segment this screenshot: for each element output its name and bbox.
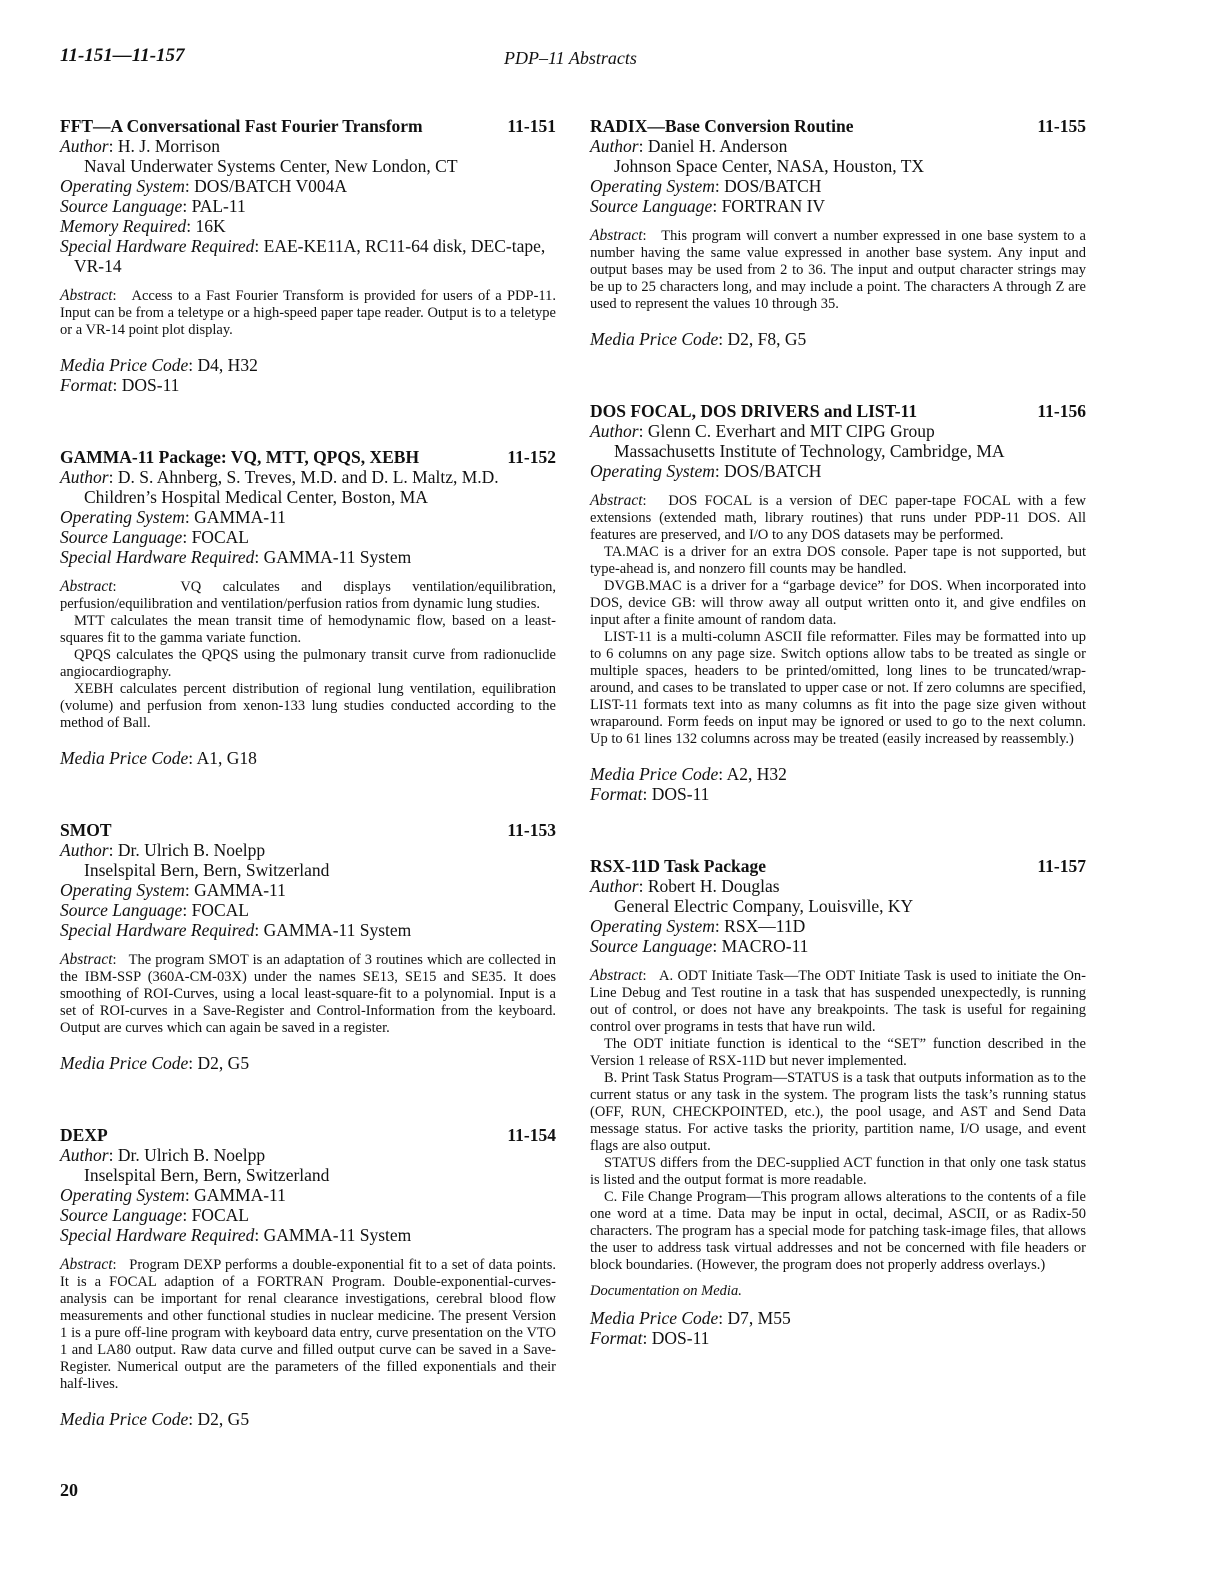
abstract: Abstract: DOS FOCAL is a version of DEC paper-tape FOCAL with a few extensions (extended math, library routines) that runs under PDP-11 DOS. All features are preserved, and I/O to any DOS datasets may be performed. TA.MAC is a driver for an extra DOS console. Paper tape is not supported, but type-ahead is, and nonzero fill counts may be handled. DVGB.MAC is a driver for a “garbage device” for DOS. When incorporated into DOS, device GB: will throw away all output written onto it, and give endfiles on input after a finite amount of random data. LIST-11 is a multi-column ASCII file reformatter. Files may be formatted into up to 6 columns on any page size. Switch options allow tabs to be treated as single or multiple spaces, headers to be printed/omitted, long lines to be truncated/wrap-around, and cases to be translated to upper case or not. If zero columns are specified, LIST-11 formats text into as many columns as fit into the page size given without wraparound. Form feeds on input may be ignored or used to go to the next column. Up to 61 lines 132 columns across may be treated (easily increased by reassembly.) [590,492,1086,747]
memory-line: Memory Required: 16K [60,216,226,236]
memory-value: 16K [195,216,226,236]
hardware-value: GAMMA-11 System [263,1225,412,1245]
os-value: GAMMA-11 [194,507,286,527]
page-number: 20 [60,1480,78,1500]
entry-number: 11-152 [507,447,556,467]
media-price-value: D2, G5 [197,1053,250,1073]
entry-11-157 [590,856,1086,1348]
author-line: Author: Glenn C. Everhart and MIT CIPG Group [590,421,935,441]
os-line: Operating System: RSX—11D [590,916,806,936]
abstract-paragraph: MTT calculates the mean transit time of hemodynamic flow, based on a least-squares fit to the gamma variate function. [60,613,556,646]
entry-title: DEXP [60,1125,108,1145]
media-price-line: Media Price Code: A2, H32 [590,764,787,784]
abstract: Abstract: The program SMOT is an adaptation of 3 routines which are collected in the IBM-SSP (360A-CM-03X) under the names SE13, SE15 and SE35. It does smoothing of ROI-Curves, using a local least-square-fit to a polynomial. Input is a set of ROI-curves in a Save-Register and Control-Information from the keyboard. Output are curves which can again be saved in a register. [60,951,556,1036]
media-price-line: Media Price Code: A1, G18 [60,748,257,768]
os-line: Operating System: GAMMA-11 [60,1185,286,1205]
author-line: Author: D. S. Ahnberg, S. Treves, M.D. and D. L. Maltz, M.D. [60,467,499,487]
hardware-line: Special Hardware Required: GAMMA-11 System [60,1225,412,1245]
entry-11-151 [60,116,556,395]
language-line: Source Language: FOCAL [60,900,249,920]
entry-title: RSX-11D Task Package [590,856,767,876]
abstract-paragraph: C. File Change Program—This program allows alterations to the contents of a file one word at a time. Data may be input in octal, decimal, ASCII, or as Radix-50 characters. The program has a special mode for patching task-image files, that allows the user to address task virtual addresses and not be concerned with file headers or block boundaries. (However, the program does not properly address overlays.) [590,1189,1086,1273]
abstract: Abstract: VQ calculates and displays ventilation/equilibration, perfusion/equilibration and ventilation/perfusion ratios from dynamic lung studies. MTT calculates the mean transit time of hemodynamic flow, based on a least-squares fit to the gamma variate function. QPQS calculates the QPQS using the pulmonary transit curve from radionuclide angiocardiography. XEBH calculates percent distribution of regional lung ventilation, equilibration (volume) and perfusion from xenon-133 lung studies conducted according to the method of Ball. [60,578,556,731]
author-line: Author: Dr. Ulrich B. Noelpp [60,1145,266,1165]
affiliation: Johnson Space Center, NASA, Houston, TX [614,156,925,176]
affiliation: Inselspital Bern, Bern, Switzerland [84,860,330,880]
entry-title: DOS FOCAL, DOS DRIVERS and LIST-11 [590,401,918,421]
entry-title-row [590,856,1086,876]
media-price-line: Media Price Code: D2, G5 [60,1053,250,1073]
language-value: FORTRAN IV [721,196,826,216]
author-line: Author: Daniel H. Anderson [590,136,788,156]
language-line: Source Language: MACRO-11 [590,936,809,956]
entry-title: RADIX—Base Conversion Routine [590,116,854,136]
format-value: DOS-11 [651,1328,710,1348]
right-column [590,116,1086,1400]
entry-number: 11-156 [1037,401,1086,421]
abstract: Abstract: A. ODT Initiate Task—The ODT Initiate Task is used to initiate the On-Line Debug and Test routine in a task that has suspended unexpectedly, is running out of control, or does not have any breakpoints. The task is useful for regaining control over programs in tests that have run wild. The ODT initiate function is identical to the “SET” function described in the Version 1 release of RSX-11D but never implemented. B. Print Task Status Program—STATUS is a task that outputs information as to the current status or any task in the system. The program lists the task’s running status (OFF, RUN, CHECKPOINTED, etc.), the pool usage, and AST and Send Data message status. For active tasks the priority, partition name, I/O usage, and event flags are also output. STATUS differs from the DEC-supplied ACT function in that only one task status is listed and the output format is more readable. C. File Change Program—This program allows alterations to the contents of a file one word at a time. Data may be input in octal, decimal, ASCII, or as Radix-50 characters. The program has a special mode for patching task-image files, that allows the user to address task virtual addresses and not be concerned with file headers or block boundaries. (However, the program does not properly address overlays.) [590,967,1086,1273]
hardware-value: EAE-KE11A, RC11-64 disk, DEC-tape, VR-14 [74,236,546,276]
os-line: Operating System: DOS/BATCH V004A [60,176,347,196]
media-price-value: D2, G5 [197,1409,250,1429]
author-line: Author: Robert H. Douglas [590,876,780,896]
os-line: Operating System: DOS/BATCH [590,461,822,481]
entry-number: 11-151 [507,116,556,136]
entry-title-row [60,447,556,467]
abstract-paragraph: Access to a Fast Fourier Transform is provided for users of a PDP-11. Input can be from a teletype or a high-speed paper tape reader. Output is to a teletype or a VR-14 point plot display. [60,288,556,338]
entry-title-row [590,116,1086,136]
media-price-value: A2, H32 [726,764,787,784]
page-header [60,45,1160,75]
entry-number: 11-157 [1037,856,1086,876]
format-value: DOS-11 [121,375,180,395]
page-range: 11-151—11-157 [60,45,185,66]
os-line: Operating System: DOS/BATCH [590,176,822,196]
language-line: Source Language: FOCAL [60,527,249,547]
abstract-paragraph: VQ calculates and displays ventilation/equilibration, perfusion/equilibration and ventilation/perfusion ratios from dynamic lung studies. [60,579,556,612]
entry-11-152 [60,447,556,768]
author-name: Glenn C. Everhart and MIT CIPG Group [647,421,935,441]
entry-11-153 [60,820,556,1073]
format-line: Format: DOS-11 [590,784,710,804]
affiliation: Inselspital Bern, Bern, Switzerland [84,1165,330,1185]
entry-title: GAMMA-11 Package: VQ, MTT, QPQS, XEBH [60,447,420,467]
entry-title: FFT—A Conversational Fast Fourier Transform [60,116,423,136]
author-name: Daniel H. Anderson [647,136,788,156]
abstract: Abstract: Program DEXP performs a double-exponential fit to a set of data points. It is a FOCAL adaption of a FORTRAN Program. Double-exponential-curves-analysis can be important for renal clearance investigations, cerebral blood flow measurements and other functional studies in nuclear medicine. The present Version 1 is a pure off-line program with keyboard data entry, curve presentation on the VTO 1 and LA80 output. Raw data curve and filled output curve can be saved in a Save-Register. Numerical output are the parameters of the filled exponentials and their half-lives. [60,1256,556,1392]
os-value: GAMMA-11 [194,1185,286,1205]
abstract-paragraph: The ODT initiate function is identical to the “SET” function described in the Version 1 release of RSX-11D but never implemented. [590,1036,1086,1069]
os-value: RSX—11D [724,916,806,936]
abstract-paragraph: QPQS calculates the QPQS using the pulmonary transit curve from radionuclide angiocardiography. [60,647,556,680]
entry-number: 11-155 [1037,116,1086,136]
hardware-value: GAMMA-11 System [263,547,412,567]
left-column [60,116,556,1481]
hardware-value: GAMMA-11 System [263,920,412,940]
hardware-line: Special Hardware Required: GAMMA-11 System [60,547,412,567]
author-line: Author: H. J. Morrison [60,136,220,156]
running-title: PDP–11 Abstracts [504,48,637,68]
language-value: FOCAL [191,527,249,547]
media-price-line: Media Price Code: D2, F8, G5 [590,329,807,349]
os-value: DOS/BATCH [724,176,822,196]
media-price-line: Media Price Code: D4, H32 [60,355,258,375]
entry-number: 11-154 [507,1125,556,1145]
entry-11-155 [590,116,1086,349]
abstract-paragraph: Program DEXP performs a double-exponential fit to a set of data points. It is a FOCAL adaption of a FORTRAN Program. Double-exponential-curves-analysis can be important for renal clearance investigations, cerebral blood flow measurements and other functional studies in nuclear medicine. The present Version 1 is a pure off-line program with keyboard data entry, curve presentation on the VTO 1 and LA80 output. Raw data curve and filled output curve can be saved in a Save-Register. Numerical output are the parameters of the filled exponentials and their half-lives. [60,1257,556,1392]
os-value: DOS/BATCH V004A [194,176,347,196]
hardware-line: Special Hardware Required: EAE-KE11A, RC11-64 disk, DEC-tape, VR-14 [60,236,546,276]
author-name: Dr. Ulrich B. Noelpp [117,840,266,860]
media-price-line: Media Price Code: D2, G5 [60,1409,250,1429]
language-line: Source Language: FORTRAN IV [590,196,826,216]
abstract-paragraph: DVGB.MAC is a driver for a “garbage device” for DOS. When incorporated into DOS, device GB: will throw away all output written onto it, and give endfiles on input after a finite amount of random data. [590,578,1086,628]
media-price-value: D7, M55 [727,1308,791,1328]
format-value: DOS-11 [651,784,710,804]
media-price-value: A1, G18 [196,748,257,768]
entry-title-row [60,1125,556,1145]
language-value: FOCAL [191,900,249,920]
format-line: Format: DOS-11 [590,1328,710,1348]
entry-title-row [60,116,556,136]
affiliation: Children’s Hospital Medical Center, Boston, MA [84,487,428,507]
author-name: Dr. Ulrich B. Noelpp [117,1145,266,1165]
entry-number: 11-153 [507,820,556,840]
affiliation: Naval Underwater Systems Center, New London, CT [84,156,458,176]
entry-title-row [60,820,556,840]
entry-11-156 [590,401,1086,804]
abstract-paragraph: STATUS differs from the DEC-supplied ACT function in that only one task status is listed and the output format is more readable. [590,1155,1086,1188]
author-name: Robert H. Douglas [647,876,780,896]
os-value: DOS/BATCH [724,461,822,481]
author-name: D. S. Ahnberg, S. Treves, M.D. and D. L. Maltz, M.D. [117,467,499,487]
language-line: Source Language: FOCAL [60,1205,249,1225]
media-price-value: D4, H32 [197,355,258,375]
language-value: PAL-11 [191,196,246,216]
os-value: GAMMA-11 [194,880,286,900]
documentation-note: Documentation on Media. [590,1283,742,1299]
abstract: Abstract: Access to a Fast Fourier Transform is provided for users of a PDP-11. Input can be from a teletype or a high-speed paper tape reader. Output is to a teletype or a VR-14 point plot display. [60,287,556,338]
author-line: Author: Dr. Ulrich B. Noelpp [60,840,266,860]
abstract: Abstract: This program will convert a number expressed in one base system to a number having the same value expressed in another base system. Any input and output bases may be used from 2 to 36. The input and output character strings may be up to 25 characters long, and may include a point. The characters A through Z are used to represent the values 10 through 35. [590,227,1086,312]
abstract-paragraph: XEBH calculates percent distribution of regional lung ventilation, equilibration (volume) and perfusion from xenon-133 lung studies conducted according to the method of Ball. [60,681,556,731]
os-line: Operating System: GAMMA-11 [60,507,286,527]
author-name: H. J. Morrison [117,136,220,156]
entry-title: SMOT [60,820,112,840]
affiliation: General Electric Company, Louisville, KY [614,896,914,916]
media-price-line: Media Price Code: D7, M55 [590,1308,791,1328]
abstract-paragraph: This program will convert a number expressed in one base system to a number having the same value expressed in another base system. Any input and output bases may be used from 2 to 36. The input and output character strings may be up to 25 characters long, and may include a point. The characters A through Z are used to represent the values 10 through 35. [590,228,1086,312]
abstract-paragraph: LIST-11 is a multi-column ASCII file reformatter. Files may be formatted into up to 6 columns on any page size. Switch options allow tabs to be treated as single or multiple spaces, headers to be printed/omitted, long lines to be truncated/wrap-around, and cases to be translated to upper case or not. If zero columns are specified, LIST-11 formats text into as many columns as fit into the page size given without wraparound. Form feeds on input may be ignored or used to go to the next column. Up to 61 lines 132 columns across may be treated (easily increased by reassembly.) [590,629,1086,747]
media-price-value: D2, F8, G5 [727,329,807,349]
entry-title-row [590,401,1086,421]
entry-11-154 [60,1125,556,1429]
format-line: Format: DOS-11 [60,375,180,395]
abstract-paragraph: A. ODT Initiate Task—The ODT Initiate Task is used to initiate the On-Line Debug and Test routine in a task that has suspended unexpectedly, is running out of control, or does not have any breakpoints. The task is useful for regaining control over programs in tests that have run wild. [590,968,1086,1035]
abstract-paragraph: TA.MAC is a driver for an extra DOS console. Paper tape is not supported, but type-ahead is, and nonzero fill counts may be handled. [590,544,1086,577]
hardware-line: Special Hardware Required: GAMMA-11 System [60,920,412,940]
abstract-paragraph: B. Print Task Status Program—STATUS is a task that outputs information as to the current status or any task in the system. The program lists the task’s running status (OFF, RUN, CHECKPOINTED, etc.), the pool usage, and AST and Send Data message status. For active tasks the priority, partition name, I/O usage, and event flags are also output. [590,1070,1086,1154]
abstract-paragraph: The program SMOT is an adaptation of 3 routines which are collected in the IBM-SSP (360A-CM-03X) under the names SE13, SE15 and SE35. It does smoothing of ROI-Curves, using a local least-square-fit to a polynomial. Input is a set of ROI-curves in a Save-Register and Control-Information from the keyboard. Output are curves which can again be saved in a register. [60,952,556,1036]
language-line: Source Language: PAL-11 [60,196,246,216]
language-value: FOCAL [191,1205,249,1225]
os-line: Operating System: GAMMA-11 [60,880,286,900]
affiliation: Massachusetts Institute of Technology, Cambridge, MA [614,441,1005,461]
language-value: MACRO-11 [721,936,809,956]
abstract-paragraph: DOS FOCAL is a version of DEC paper-tape FOCAL with a few extensions (extended math, library routines) that runs under PDP-11 DOS. All features are preserved, and I/O to any DOS datasets may be performed. [590,493,1086,543]
